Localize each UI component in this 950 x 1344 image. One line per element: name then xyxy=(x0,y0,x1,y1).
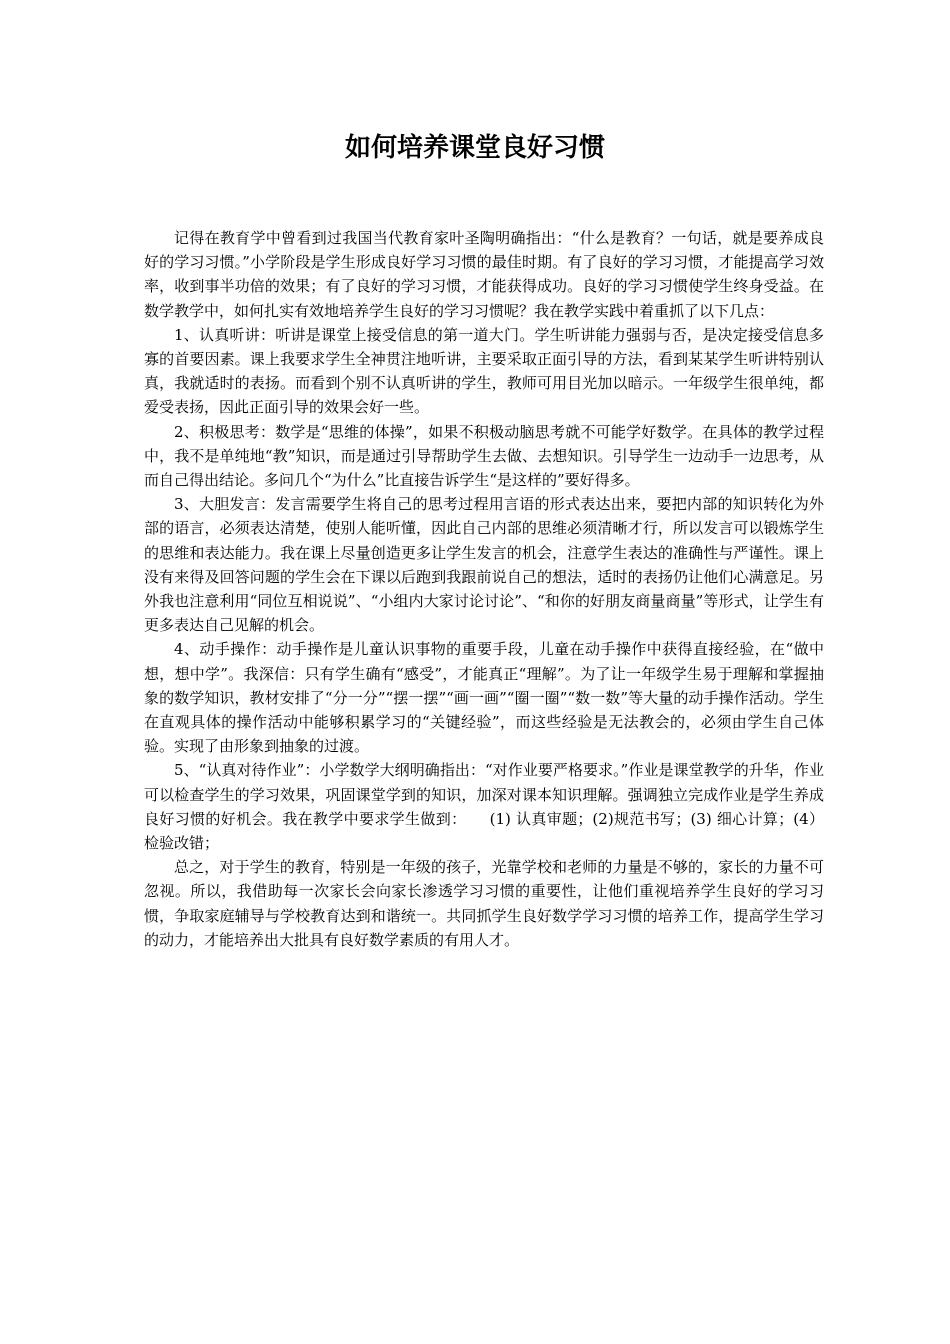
conclusion-paragraph: 总之，对于学生的教育，特别是一年级的孩子，光靠学校和老师的力量是不够的，家长的力量不可忽视。所以，我借助每一次家长会向家长渗透学习习惯的重要性，让他们重视培养学生良好的学习习惯，争取家庭辅导与学校教育达到和谐统一。共同抓学生良好数学学习习惯的培养工作，提高学生学习的动力，才能培养出大批具有良好数学素质的有用人才。 xyxy=(144,858,824,949)
intro-paragraph: 记得在教育学中曾看到过我国当代教育家叶圣陶明确指出：“什么是教育？一句话，就是要养成良好的学习习惯。”小学阶段是学生形成良好学习习惯的最佳时期。有了良好的学习习惯，才能提高学习效率，收到事半功倍的效果；有了良好的学习习惯，才能获得成功。良好的学习习惯使学生终身受益。在数学教学中，如何扎实有效地培养学生良好的学习习惯呢？我在教学实践中着重抓了以下几点： xyxy=(144,229,824,320)
point-3-speaking: 3、大胆发言：发言需要学生将自己的思考过程用言语的形式表达出来，要把内部的知识转化为外部的语言，必须表达清楚，使别人能听懂，因此自己内部的思维必须清晰才行，所以发言可以锻炼学生的思维和表达能力。我在课上尽量创造更多让学生发言的机会，注意学生表达的准确性与严谨性。课上没有来得及回答问题的学生会在下课以后跑到我跟前说自己的想法，适时的表扬仍让他们心满意足。另外我也注意利用“同位互相说说”、“小组内大家讨论讨论”、“和你的好朋友商量商量”等形式，让学生有更多表达自己见解的机会。 xyxy=(144,495,824,635)
point-2-thinking: 2、积极思考：数学是“思维的体操”，如果不积极动脑思考就不可能学好数学。在具体的教学过程中，我不是单纯地“教”知识，而是通过引导帮助学生去做、去想知识。引导学生一边动手一边思考，从而自己得出结论。多问几个“为什么”比直接告诉学生“是这样的”要好得多。 xyxy=(144,422,824,490)
document-title: 如何培养课堂良好习惯 xyxy=(344,133,605,163)
point-4-hands-on: 4、动手操作：动手操作是儿童认识事物的重要手段，儿童在动手操作中获得直接经验，在“做中想，想中学”。我深信：只有学生确有“感受”，才能真正“理解”。为了让一年级学生易于理解和掌握抽象的数学知识，教材安排了“分一分”“摆一摆”“画一画”“圈一圈”“数一数”等大量的动手操作活动。学生在直观具体的操作活动中能够积累学习的“关键经验”，而这些经验是无法教会的，必须由学生自己体验。实现了由形象到抽象的过渡。 xyxy=(144,640,824,756)
document-body xyxy=(144,226,824,952)
point-1-listening: 1、认真听讲：听讲是课堂上接受信息的第一道大门。学生听讲能力强弱与否，是决定接受信息多寡的首要因素。课上我要求学生全神贯注地听讲，主要采取正面引导的方法，看到某某学生听讲特别认真，我就适时的表扬。而看到个别不认真听讲的学生，教师可用目光加以暗示。一年级学生很单纯，都爱受表扬，因此正面引导的效果会好一些。 xyxy=(144,325,824,417)
point-5-homework: 5、“认真对待作业”：小学数学大纲明确指出：“对作业要严格要求。”作业是课堂教学的升华，作业可以检查学生的学习效果，巩固课堂学到的知识，加深对课本知识理解。强调独立完成作业是学生养成良好习惯的好机会。我在教学中要求学生做到： (1) 认真审题；(2)规范书写；(3) 细心计算；(4）检验改错； xyxy=(144,761,824,853)
